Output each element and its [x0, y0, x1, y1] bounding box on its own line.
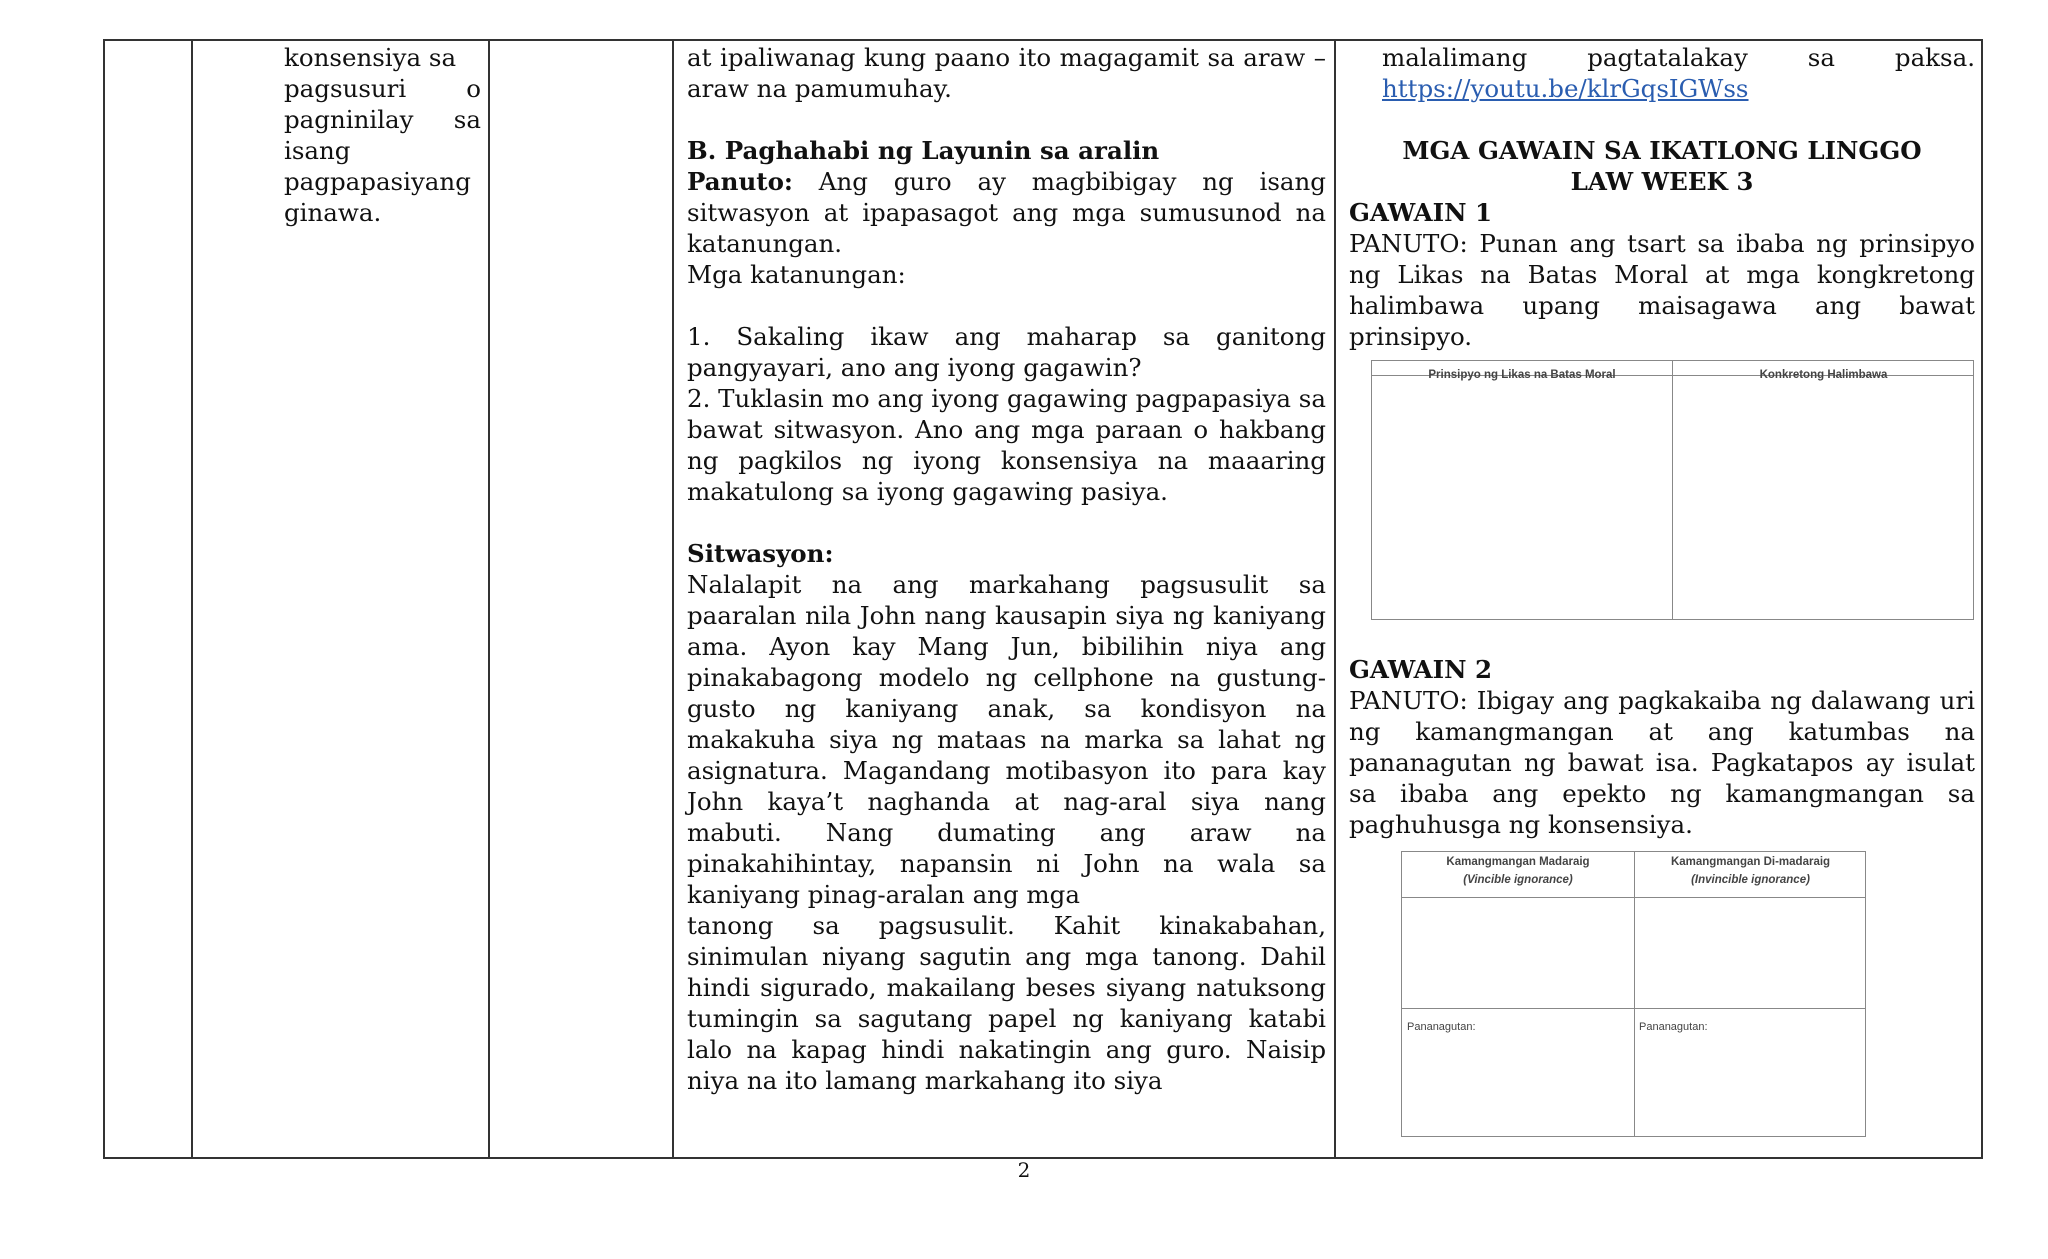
principle-chart: [1371, 360, 1974, 620]
vincible-header: [1402, 853, 1634, 889]
week-heading-line2: LAW WEEK 3: [1570, 167, 1754, 196]
objective-cell: [284, 42, 481, 228]
procedure-cell: [687, 42, 1326, 1096]
intro-paragraph: at ipaliwanag kung paano ito magagamit sa araw – araw na pamumuhay.: [687, 43, 1326, 103]
objective-line: pagpapasiyang: [284, 167, 471, 196]
objective-line: isang: [284, 136, 351, 165]
mga-katanungan: Mga katanungan:: [687, 260, 906, 289]
question-1: 1. Sakaling ikaw ang maharap sa ganitong pangyayari, ano ang iyong gagawin?: [687, 322, 1326, 382]
question-2: 2. Tuklasin mo ang iyong gagawing pagpapasiya sa bawat sitwasyon. Ano ang mga paraan o hakbang ng pagkilos ng iyong konsensiya na maaaring makatulong sa iyong gagawing pasiya.: [687, 384, 1326, 506]
sitwasyon-paragraph-1: Nalalapit na ang markahang pagsusulit sa paaralan nila John nang kausapin siya ng kaniyang ama. Ayon kay Mang Jun, bibilihin niya ang pinakabagong modelo ng cellphone na gustung-gusto ng kaniyang anak, sa kondisyon na makakuha siya ng mataas na marka sa lahat ng asignatura. Magandang motibasyon ito para kay John kaya’t naghanda at nag-aral siya nang mabuti. Nang dumating ang araw na pinakahihintay, napansin ni John na wala sa kaniyang pinag-aralan ang mga: [687, 570, 1326, 909]
panuto-paragraph: [687, 166, 1326, 259]
table-column-divider: [1672, 361, 1673, 619]
vincible-title: Kamangmangan Madaraig: [1446, 856, 1590, 868]
pananagutan-label: Pananagutan:: [1407, 1021, 1476, 1033]
sitwasyon-label: Sitwasyon:: [687, 539, 834, 568]
video-link[interactable]: https://youtu.be/klrGqsIGWss: [1382, 74, 1749, 103]
panuto-text: Ang guro ay magbibigay ng isang sitwasyon at ipapasagot ang mga sumusunod na katanungan.: [687, 167, 1326, 258]
principle-header: Prinsipyo ng Likas na Batas Moral: [1428, 369, 1616, 381]
vincible-subtitle: (Vincible ignorance): [1463, 874, 1573, 886]
week-heading-line1: MGA GAWAIN SA IKATLONG LINGGO: [1402, 136, 1922, 165]
lesson-table: [103, 39, 1983, 1159]
ignorance-chart: [1401, 851, 1866, 1137]
panuto-label: Panuto:: [687, 167, 793, 196]
pananagutan-label: Pananagutan:: [1639, 1021, 1708, 1033]
activities-cell: [1349, 42, 1975, 1158]
objective-line: konsensiya sa: [284, 43, 457, 72]
page-number: 2: [1017, 1158, 1031, 1182]
column-divider: [672, 41, 674, 1157]
invincible-header: [1634, 853, 1867, 889]
table-row-divider: [1402, 1008, 1865, 1009]
table-column-divider: [1634, 852, 1635, 1136]
gawain-2-title: GAWAIN 2: [1349, 655, 1493, 684]
intro-line: malalimang pagtatalakay sa paksa.: [1382, 43, 1975, 72]
table-row-divider: [1402, 897, 1865, 898]
invincible-subtitle: (Invincible ignorance): [1691, 874, 1810, 886]
example-header: Konkretong Halimbawa: [1759, 369, 1888, 381]
column-divider: [1334, 41, 1336, 1157]
sitwasyon-paragraph-2: tanong sa pagsusulit. Kahit kinakabahan, sinimulan niyang sagutin ang mga tanong. Dahil hindi sigurado, makailang beses siyang natuksong tumingin sa sagutang papel ng kaniyang katabi lalo na kapag hindi nakatingin ang guro. Naisip niya na ito lamang markahang ito siya: [687, 911, 1326, 1095]
gawain-1-title: GAWAIN 1: [1349, 198, 1493, 227]
objective-line: pagsusuri o: [284, 74, 481, 103]
column-divider: [488, 41, 490, 1157]
column-divider: [191, 41, 193, 1157]
section-b-title: B. Paghahabi ng Layunin sa aralin: [687, 136, 1160, 165]
invincible-title: Kamangmangan Di-madaraig: [1670, 856, 1831, 868]
gawain-1-instructions: PANUTO: Punan ang tsart sa ibaba ng prinsipyo ng Likas na Batas Moral at mga kongkretong halimbawa upang maisagawa ang bawat prinsipyo.: [1349, 229, 1975, 351]
objective-line: pagninilay sa: [284, 105, 481, 134]
objective-line: ginawa.: [284, 198, 382, 227]
gawain-2-instructions: PANUTO: Ibigay ang pagkakaiba ng dalawang uri ng kamangmangan at ang katumbas na pananagutan ng bawat isa. Pagkatapos ay isulat sa ibaba ang epekto ng kamangmangan sa paghuhusga ng konsensiya.: [1349, 686, 1975, 839]
